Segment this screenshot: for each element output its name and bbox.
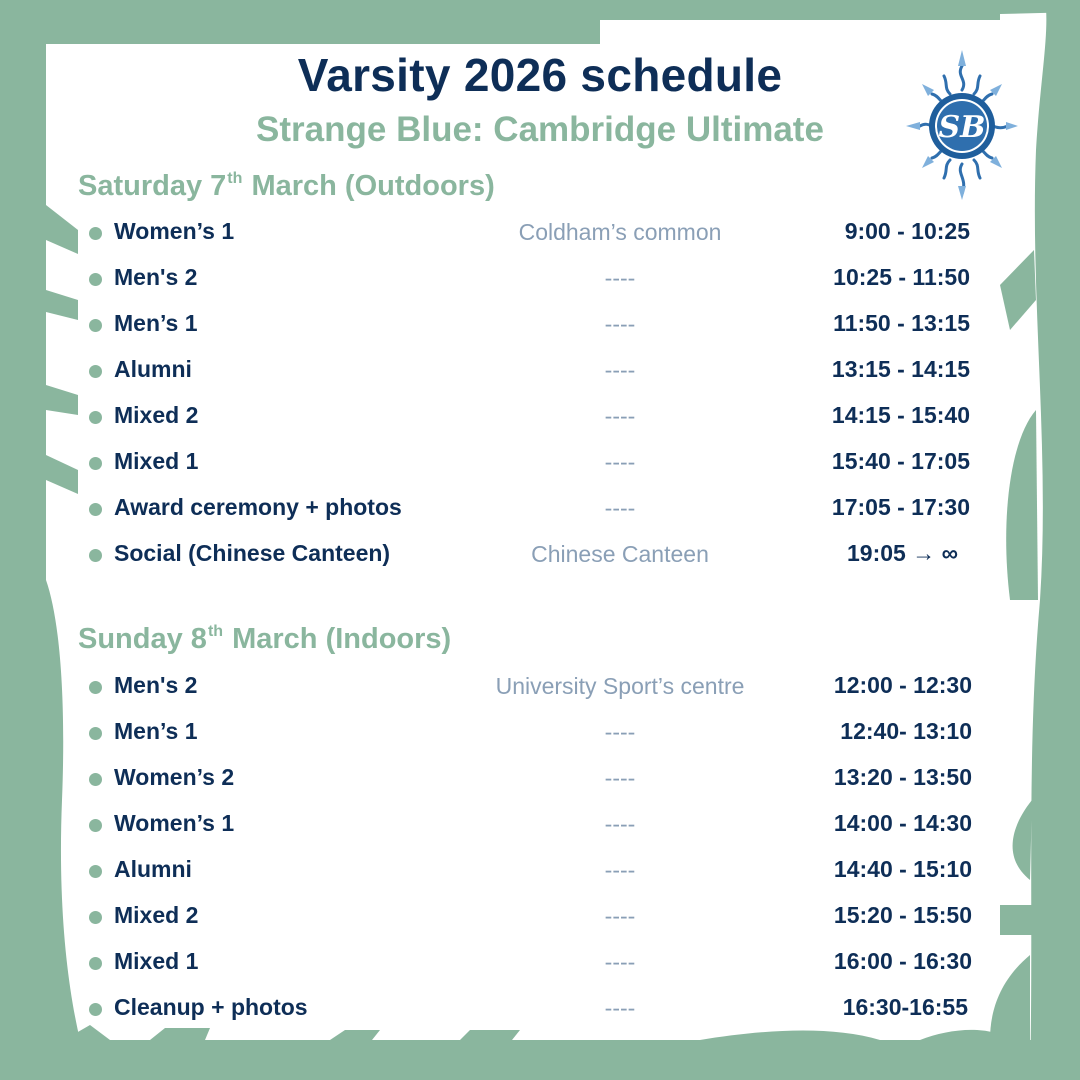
- event-time: 15:40 - 17:05: [831, 448, 970, 474]
- event-time: 14:00 - 14:30: [833, 810, 972, 836]
- event-time: 14:40 - 15:10: [833, 856, 972, 882]
- schedule-row: [0, 400, 1080, 434]
- day-heading-suffix: th: [207, 623, 224, 640]
- day-heading-suffix: th: [227, 170, 243, 187]
- event-time: 12:40- 13:10: [840, 718, 972, 744]
- day-heading-saturday: [78, 170, 495, 203]
- schedule-row: [0, 538, 1080, 572]
- bullet-icon: [89, 365, 102, 378]
- event-name: Mixed 2: [114, 402, 199, 428]
- event-name: Cleanup + photos: [114, 994, 308, 1020]
- bullet-icon: [89, 411, 102, 424]
- bullet-icon: [89, 319, 102, 332]
- event-time: 16:30-16:55: [842, 994, 968, 1020]
- event-name: Women’s 1: [114, 810, 235, 836]
- event-name: Alumni: [114, 856, 192, 882]
- event-venue: ----: [604, 719, 636, 745]
- schedule-row: [0, 808, 1080, 842]
- poster-subtitle: Strange Blue: Cambridge Ultimate: [256, 110, 824, 149]
- event-time: 12:00 - 12:30: [833, 672, 972, 698]
- event-name: Alumni: [114, 356, 192, 382]
- schedule-row: [0, 354, 1080, 388]
- schedule-row: [0, 670, 1080, 704]
- bullet-icon: [89, 457, 102, 470]
- event-time: 11:50 - 13:15: [833, 310, 970, 336]
- event-venue: Coldham’s common: [518, 219, 722, 245]
- bullet-icon: [89, 727, 102, 740]
- event-time: 19:05 → ∞: [846, 540, 958, 566]
- event-venue: ----: [604, 449, 636, 475]
- bullet-icon: [89, 227, 102, 240]
- event-venue: ----: [604, 903, 636, 929]
- schedule-row: [0, 762, 1080, 796]
- schedule-row: [0, 900, 1080, 934]
- event-venue: ----: [604, 857, 636, 883]
- day-heading-rest: March (Indoors): [224, 623, 452, 655]
- event-time: 15:20 - 15:50: [833, 902, 972, 928]
- event-venue: University Sport’s centre: [495, 673, 745, 699]
- day-heading-rest: March (Outdoors): [243, 170, 495, 202]
- event-name: Men’s 1: [114, 310, 198, 336]
- event-venue: ----: [604, 495, 636, 521]
- event-name: Mixed 1: [114, 948, 199, 974]
- schedule-row: [0, 716, 1080, 750]
- event-name: Men's 2: [114, 672, 198, 698]
- schedule-row: [0, 854, 1080, 888]
- schedule-row: [0, 992, 1080, 1026]
- bullet-icon: [89, 549, 102, 562]
- schedule-row: [0, 446, 1080, 480]
- event-venue: ----: [604, 811, 636, 837]
- event-name: Mixed 1: [114, 448, 199, 474]
- schedule-row: [0, 492, 1080, 526]
- event-time: 17:05 - 17:30: [831, 494, 970, 520]
- schedule-row: [0, 262, 1080, 296]
- schedule-row: [0, 308, 1080, 342]
- event-time: 14:15 - 15:40: [831, 402, 970, 428]
- bullet-icon: [89, 1003, 102, 1016]
- event-name: Men’s 1: [114, 718, 198, 744]
- schedule-row: [0, 216, 1080, 250]
- bullet-icon: [89, 819, 102, 832]
- event-venue: ----: [604, 995, 636, 1021]
- event-name: Social (Chinese Canteen): [114, 540, 391, 566]
- event-name: Award ceremony + photos: [114, 494, 402, 520]
- bullet-icon: [89, 911, 102, 924]
- day-heading-sunday: [78, 623, 451, 656]
- event-time: 10:25 - 11:50: [833, 264, 970, 290]
- event-venue: ----: [604, 311, 636, 337]
- bullet-icon: [89, 957, 102, 970]
- event-venue: ----: [604, 765, 636, 791]
- event-name: Women’s 2: [114, 764, 235, 790]
- event-name: Mixed 2: [114, 902, 199, 928]
- bullet-icon: [89, 273, 102, 286]
- event-time: 13:15 - 14:15: [831, 356, 970, 382]
- event-venue: ----: [604, 403, 636, 429]
- bullet-icon: [89, 773, 102, 786]
- event-venue: ----: [604, 949, 636, 975]
- event-time: 9:00 - 10:25: [844, 218, 970, 244]
- event-time: 16:00 - 16:30: [833, 948, 972, 974]
- day-heading-weekday: Sunday 8: [78, 623, 207, 655]
- bullet-icon: [89, 503, 102, 516]
- schedule-row: [0, 946, 1080, 980]
- day-heading-weekday: Saturday 7: [78, 170, 227, 202]
- sb-sun-logo-icon: [904, 46, 1020, 204]
- bullet-icon: [89, 865, 102, 878]
- event-name: Women’s 1: [114, 218, 235, 244]
- event-venue: ----: [604, 357, 636, 383]
- bullet-icon: [89, 681, 102, 694]
- poster-title: Varsity 2026 schedule: [297, 49, 783, 101]
- event-time: 13:20 - 13:50: [833, 764, 972, 790]
- logo-initials: SB: [938, 110, 986, 145]
- event-name: Men's 2: [114, 264, 198, 290]
- event-venue: ----: [604, 265, 636, 291]
- event-venue: Chinese Canteen: [531, 541, 709, 567]
